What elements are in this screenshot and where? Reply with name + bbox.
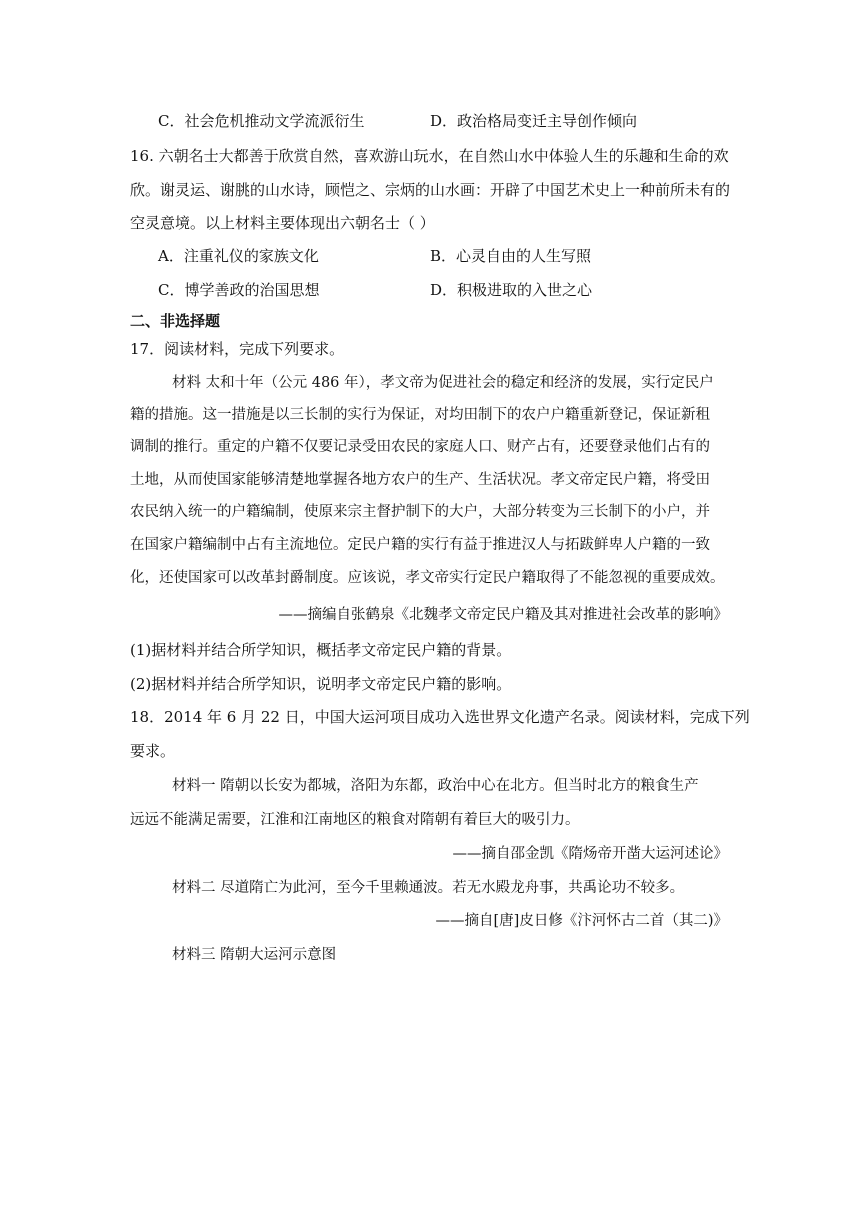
option-d: D．积极进取的入世之心 <box>430 281 593 299</box>
question-17-stem: 17．阅读材料，完成下列要求。 <box>130 340 345 358</box>
material-line: 材料 太和十年（公元 486 年），孝文帝为促进社会的稳定和经济的发展，实行定民户 <box>172 375 714 391</box>
material-three-line: 材料三 隋朝大运河示意图 <box>172 947 337 963</box>
section-heading: 二、非选择题 <box>130 312 221 330</box>
material-line: 土地，从而使国家能够清楚地掌握各地方农户的生产、生活状况。孝文帝定民户籍，将受田 <box>130 472 710 488</box>
material-one-source: ——摘自邵金凯《隋炀帝开凿大运河述论》 <box>452 846 728 862</box>
question-16-line-3: 空灵意境。以上材料主要体现出六朝名士（ ） <box>130 214 435 232</box>
option-a: A．注重礼仪的家族文化 <box>158 247 319 265</box>
question-18-stem-line-1: 18．2014 年 6 月 22 日，中国大运河项目成功入选世界文化遗产名录。阅读材料，完成下列 <box>130 708 750 726</box>
material-line: 农民纳入统一的户籍编制，使原来宗主督护制下的大户，大部分转变为三长制下的小户，并 <box>130 504 710 520</box>
material-one-line-2: 远远不能满足需要，江淮和江南地区的粮食对隋朝有着巨大的吸引力。 <box>130 812 580 828</box>
material-two-line: 材料二 尽道隋亡为此河，至今千里赖通波。若无水殿龙舟事，共禹论功不较多。 <box>172 880 685 896</box>
option-d: D．政治格局变迁主导创作倾向 <box>430 112 638 130</box>
sub-question-1: (1)据材料并结合所学知识，概括孝文帝定民户籍的背景。 <box>130 641 512 659</box>
material-line: 调制的推行。重定的户籍不仅要记录受田农民的家庭人口、财产占有，还要登录他们占有的 <box>130 439 710 455</box>
question-18-stem-line-2: 要求。 <box>130 742 176 760</box>
option-c: C．社会危机推动文学流派衍生 <box>158 112 365 130</box>
material-source: ——摘编自张鹤泉《北魏孝文帝定民户籍及其对推进社会改革的影响》 <box>278 607 728 623</box>
material-two-source: ——摘自[唐]皮日修《汴河怀古二首（其二)》 <box>435 913 728 929</box>
option-b: B．心灵自由的人生写照 <box>430 247 592 265</box>
question-16-line-1: 16. 六朝名士大都善于欣赏自然，喜欢游山玩水，在自然山水中体验人生的乐趣和生命的欢 <box>130 147 729 165</box>
material-line: 化，还使国家可以改革封爵制度。应该说，孝文帝实行定民户籍取得了不能忽视的重要成效。 <box>130 570 725 586</box>
sub-question-2: (2)据材料并结合所学知识，说明孝文帝定民户籍的影响。 <box>130 675 512 693</box>
question-16-line-2: 欣。谢灵运、谢朓的山水诗，顾恺之、宗炳的山水画：开辟了中国艺术史上一种前所未有的 <box>130 181 731 199</box>
material-line: 籍的措施。这一措施是以三长制的实行为保证，对均田制下的农户户籍重新登记，保证新租 <box>130 407 710 423</box>
material-one-line-1: 材料一 隋朝以长安为都城，洛阳为东都，政治中心在北方。但当时北方的粮食生产 <box>172 778 699 794</box>
material-line: 在国家户籍编制中占有主流地位。定民户籍的实行有益于推进汉人与拓跋鲜卑人户籍的一致 <box>130 537 710 553</box>
option-c: C．博学善政的治国思想 <box>158 281 320 299</box>
